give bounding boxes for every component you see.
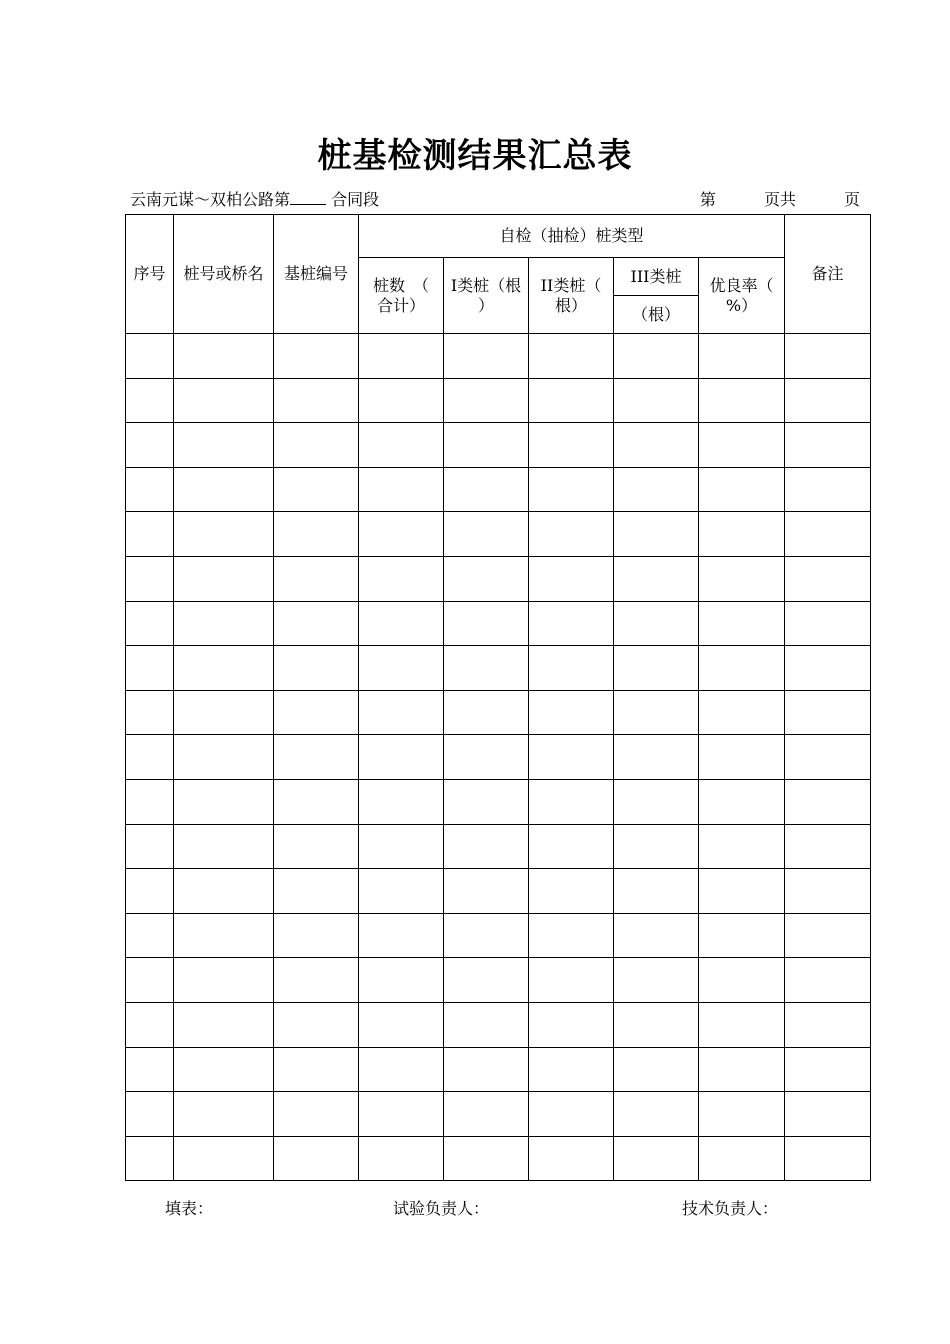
- table-cell[interactable]: [785, 1047, 871, 1092]
- page-counter: [700, 187, 860, 210]
- table-cell[interactable]: [444, 690, 529, 735]
- table-cell[interactable]: [444, 958, 529, 1003]
- table-cell[interactable]: [126, 1047, 174, 1092]
- table-cell[interactable]: [785, 824, 871, 869]
- table-cell[interactable]: [699, 735, 785, 780]
- table-row: [126, 1002, 871, 1047]
- table-cell[interactable]: [274, 869, 359, 914]
- table-cell[interactable]: [529, 467, 614, 512]
- table-cell[interactable]: [444, 1047, 529, 1092]
- table-cell[interactable]: [444, 646, 529, 691]
- header-class2: [529, 258, 614, 334]
- table-cell[interactable]: [444, 1136, 529, 1181]
- table-cell[interactable]: [359, 824, 444, 869]
- project-prefix: 云南元谋～双柏公路第: [130, 190, 291, 209]
- table-cell[interactable]: [614, 646, 699, 691]
- header-pile-count-line2: 合计）: [376, 295, 425, 315]
- table-cell[interactable]: [614, 601, 699, 646]
- table-cell[interactable]: [699, 869, 785, 914]
- table-cell[interactable]: [785, 646, 871, 691]
- table-cell[interactable]: [359, 779, 444, 824]
- table-cell[interactable]: [614, 779, 699, 824]
- table-cell[interactable]: [699, 1047, 785, 1092]
- table-cell[interactable]: [614, 735, 699, 780]
- table-cell[interactable]: [614, 334, 699, 379]
- table-cell[interactable]: [614, 913, 699, 958]
- table-cell[interactable]: [359, 690, 444, 735]
- table-cell[interactable]: [359, 646, 444, 691]
- table-cell[interactable]: [614, 1092, 699, 1137]
- table-cell[interactable]: [174, 1092, 274, 1137]
- table-cell[interactable]: [174, 423, 274, 468]
- table-cell[interactable]: [359, 735, 444, 780]
- table-cell[interactable]: [614, 378, 699, 423]
- table-row: [126, 601, 871, 646]
- header-pile-count-line1: 桩数 （: [372, 275, 429, 295]
- table-cell[interactable]: [614, 556, 699, 601]
- table-cell[interactable]: [529, 601, 614, 646]
- header-rate-line1: 优良率（: [709, 275, 774, 295]
- header-class2-line2: 根）: [554, 295, 587, 315]
- table-cell[interactable]: [785, 601, 871, 646]
- table-cell[interactable]: [529, 913, 614, 958]
- header-group: 自检（抽检）桩类型: [359, 215, 785, 258]
- table-row: [126, 735, 871, 780]
- table-cell[interactable]: [614, 512, 699, 557]
- page-prefix: 第: [699, 190, 716, 209]
- table-cell[interactable]: [274, 913, 359, 958]
- table-cell[interactable]: [274, 690, 359, 735]
- table-cell[interactable]: [274, 1136, 359, 1181]
- table-cell[interactable]: [444, 779, 529, 824]
- table-cell[interactable]: [359, 1047, 444, 1092]
- table-cell[interactable]: [359, 467, 444, 512]
- table-cell[interactable]: [444, 378, 529, 423]
- table-cell[interactable]: [174, 735, 274, 780]
- table-cell[interactable]: [529, 512, 614, 557]
- table-cell[interactable]: [529, 1136, 614, 1181]
- project-suffix: 合同段: [326, 190, 380, 209]
- table-cell[interactable]: [614, 1002, 699, 1047]
- table-cell[interactable]: [126, 690, 174, 735]
- table-cell[interactable]: [699, 824, 785, 869]
- table-cell[interactable]: [126, 378, 174, 423]
- table-cell[interactable]: [785, 1136, 871, 1181]
- table-cell[interactable]: [174, 601, 274, 646]
- table-cell[interactable]: [529, 423, 614, 468]
- header-foundation-no: 基桩编号: [274, 215, 359, 334]
- table-cell[interactable]: [614, 958, 699, 1003]
- table-cell[interactable]: [529, 1092, 614, 1137]
- table-cell[interactable]: [359, 913, 444, 958]
- header-class3: III类桩: [614, 258, 699, 296]
- header-rate-line2: %）: [725, 295, 758, 315]
- table-cell[interactable]: [126, 735, 174, 780]
- table-cell[interactable]: [444, 334, 529, 379]
- table-cell[interactable]: [444, 1002, 529, 1047]
- table-cell[interactable]: [614, 1136, 699, 1181]
- table-cell[interactable]: [359, 334, 444, 379]
- footer-filler: 填表：: [165, 1199, 214, 1218]
- table-cell[interactable]: [614, 423, 699, 468]
- table-cell[interactable]: [785, 690, 871, 735]
- table-cell[interactable]: [126, 1002, 174, 1047]
- table-row: [126, 913, 871, 958]
- table-cell[interactable]: [359, 378, 444, 423]
- table-cell[interactable]: [274, 423, 359, 468]
- header-rate: [699, 258, 785, 334]
- table-cell[interactable]: [785, 467, 871, 512]
- table-cell[interactable]: [699, 556, 785, 601]
- table-row: [126, 467, 871, 512]
- header-class1: [444, 258, 529, 334]
- table-cell[interactable]: [126, 1092, 174, 1137]
- table-cell[interactable]: [174, 1136, 274, 1181]
- table-cell[interactable]: [174, 556, 274, 601]
- table-cell[interactable]: [359, 601, 444, 646]
- table-cell[interactable]: [274, 958, 359, 1003]
- table-row: [126, 958, 871, 1003]
- table-cell[interactable]: [444, 423, 529, 468]
- table-cell[interactable]: [359, 512, 444, 557]
- table-cell[interactable]: [529, 735, 614, 780]
- table-cell[interactable]: [274, 334, 359, 379]
- table-cell[interactable]: [174, 869, 274, 914]
- table-cell[interactable]: [699, 378, 785, 423]
- table-cell[interactable]: [126, 512, 174, 557]
- table-cell[interactable]: [785, 735, 871, 780]
- table-cell[interactable]: [274, 601, 359, 646]
- table-cell[interactable]: [174, 512, 274, 557]
- table-cell[interactable]: [174, 646, 274, 691]
- footer-tech-lead: 技术负责人：: [682, 1199, 779, 1218]
- table-cell[interactable]: [699, 1002, 785, 1047]
- table-cell[interactable]: [699, 423, 785, 468]
- table-cell[interactable]: [444, 735, 529, 780]
- header-class1-line2: ）: [477, 295, 494, 315]
- table-cell[interactable]: [529, 556, 614, 601]
- table-cell[interactable]: [126, 1136, 174, 1181]
- table-cell[interactable]: [359, 1136, 444, 1181]
- table-cell[interactable]: [174, 378, 274, 423]
- table-cell[interactable]: [529, 1047, 614, 1092]
- table-cell[interactable]: [699, 958, 785, 1003]
- table-cell[interactable]: [444, 512, 529, 557]
- table-cell[interactable]: [359, 869, 444, 914]
- table-cell[interactable]: [444, 913, 529, 958]
- table-cell[interactable]: [699, 467, 785, 512]
- table-cell[interactable]: [444, 1092, 529, 1137]
- table-cell[interactable]: [274, 378, 359, 423]
- table-row: [126, 646, 871, 691]
- table-cell[interactable]: [174, 690, 274, 735]
- table-cell[interactable]: [614, 1047, 699, 1092]
- table-cell[interactable]: [785, 913, 871, 958]
- table-cell[interactable]: [444, 601, 529, 646]
- header-seq: 序号: [126, 215, 174, 334]
- table-cell[interactable]: [126, 869, 174, 914]
- table-cell[interactable]: [529, 690, 614, 735]
- table-cell[interactable]: [274, 735, 359, 780]
- table-cell[interactable]: [126, 601, 174, 646]
- table-cell[interactable]: [785, 869, 871, 914]
- table-cell[interactable]: [274, 646, 359, 691]
- table-cell[interactable]: [529, 1002, 614, 1047]
- table-cell[interactable]: [699, 779, 785, 824]
- table-row: [126, 556, 871, 601]
- table-cell[interactable]: [444, 824, 529, 869]
- table-cell[interactable]: [699, 1092, 785, 1137]
- table-cell[interactable]: [699, 1136, 785, 1181]
- table-row: [126, 779, 871, 824]
- table-cell[interactable]: [174, 1002, 274, 1047]
- table-cell[interactable]: [529, 958, 614, 1003]
- table-row: [126, 423, 871, 468]
- table-row: [126, 1047, 871, 1092]
- table-cell[interactable]: [174, 467, 274, 512]
- table-cell[interactable]: [274, 467, 359, 512]
- table-cell[interactable]: [274, 512, 359, 557]
- table-cell[interactable]: [274, 1092, 359, 1137]
- table-cell[interactable]: [359, 1092, 444, 1137]
- table-cell[interactable]: [529, 824, 614, 869]
- table-cell[interactable]: [126, 556, 174, 601]
- table-cell[interactable]: [614, 690, 699, 735]
- table-cell[interactable]: [699, 334, 785, 379]
- table-cell[interactable]: [359, 1002, 444, 1047]
- table-cell[interactable]: [529, 869, 614, 914]
- table-cell[interactable]: [529, 378, 614, 423]
- table-cell[interactable]: [785, 334, 871, 379]
- table-cell[interactable]: [785, 1092, 871, 1137]
- table-cell[interactable]: [785, 378, 871, 423]
- table-cell[interactable]: [274, 824, 359, 869]
- table-row: [126, 378, 871, 423]
- summary-table: [125, 214, 871, 1181]
- table-cell[interactable]: [126, 467, 174, 512]
- table-row: [126, 1136, 871, 1181]
- table-cell[interactable]: [529, 646, 614, 691]
- contract-number-blank: [290, 192, 326, 205]
- table-cell[interactable]: [614, 467, 699, 512]
- header-pile-or-bridge: 桩号或桥名: [174, 215, 274, 334]
- table-row: [126, 512, 871, 557]
- table-cell[interactable]: [699, 690, 785, 735]
- table-cell[interactable]: [174, 958, 274, 1003]
- header-class3-unit: （根）: [614, 296, 699, 334]
- page-title: 桩基检测结果汇总表: [317, 136, 633, 176]
- footer-test-lead: 试验负责人：: [393, 1199, 490, 1218]
- table-cell[interactable]: [274, 779, 359, 824]
- table-cell[interactable]: [785, 779, 871, 824]
- table-cell[interactable]: [126, 334, 174, 379]
- table-cell[interactable]: [444, 556, 529, 601]
- table-row: [126, 1092, 871, 1137]
- table-cell[interactable]: [614, 869, 699, 914]
- table-cell[interactable]: [529, 334, 614, 379]
- page-middle: 页共: [763, 190, 796, 209]
- table-cell[interactable]: [174, 334, 274, 379]
- table-cell[interactable]: [529, 779, 614, 824]
- table-row: [126, 690, 871, 735]
- table-cell[interactable]: [174, 824, 274, 869]
- table-cell[interactable]: [274, 556, 359, 601]
- table-cell[interactable]: [359, 556, 444, 601]
- table-row: [126, 869, 871, 914]
- table-row: [126, 824, 871, 869]
- project-line: [130, 187, 379, 210]
- table-cell[interactable]: [126, 913, 174, 958]
- header-class1-line1: I类桩（根: [450, 275, 522, 295]
- table-cell[interactable]: [359, 423, 444, 468]
- table-cell[interactable]: [126, 423, 174, 468]
- table-cell[interactable]: [614, 824, 699, 869]
- table-cell[interactable]: [444, 869, 529, 914]
- table-cell[interactable]: [785, 512, 871, 557]
- table-cell[interactable]: [444, 467, 529, 512]
- table-cell[interactable]: [274, 1047, 359, 1092]
- table-cell[interactable]: [699, 601, 785, 646]
- table-cell[interactable]: [699, 913, 785, 958]
- table-cell[interactable]: [785, 423, 871, 468]
- table-cell[interactable]: [699, 512, 785, 557]
- table-cell[interactable]: [174, 779, 274, 824]
- table-cell[interactable]: [126, 824, 174, 869]
- table-cell[interactable]: [699, 646, 785, 691]
- table-cell[interactable]: [126, 779, 174, 824]
- table-cell[interactable]: [174, 913, 274, 958]
- table-cell[interactable]: [785, 1002, 871, 1047]
- header-remark: 备注: [785, 215, 871, 334]
- table-cell[interactable]: [785, 556, 871, 601]
- table-cell[interactable]: [126, 958, 174, 1003]
- table-cell[interactable]: [174, 1047, 274, 1092]
- header-class2-line1: II类桩（: [540, 275, 602, 295]
- header-pile-count: [359, 258, 444, 334]
- table-cell[interactable]: [359, 958, 444, 1003]
- table-cell[interactable]: [126, 646, 174, 691]
- table-cell[interactable]: [785, 958, 871, 1003]
- page-suffix: 页: [843, 190, 860, 209]
- table-cell[interactable]: [274, 1002, 359, 1047]
- table-row: [126, 334, 871, 379]
